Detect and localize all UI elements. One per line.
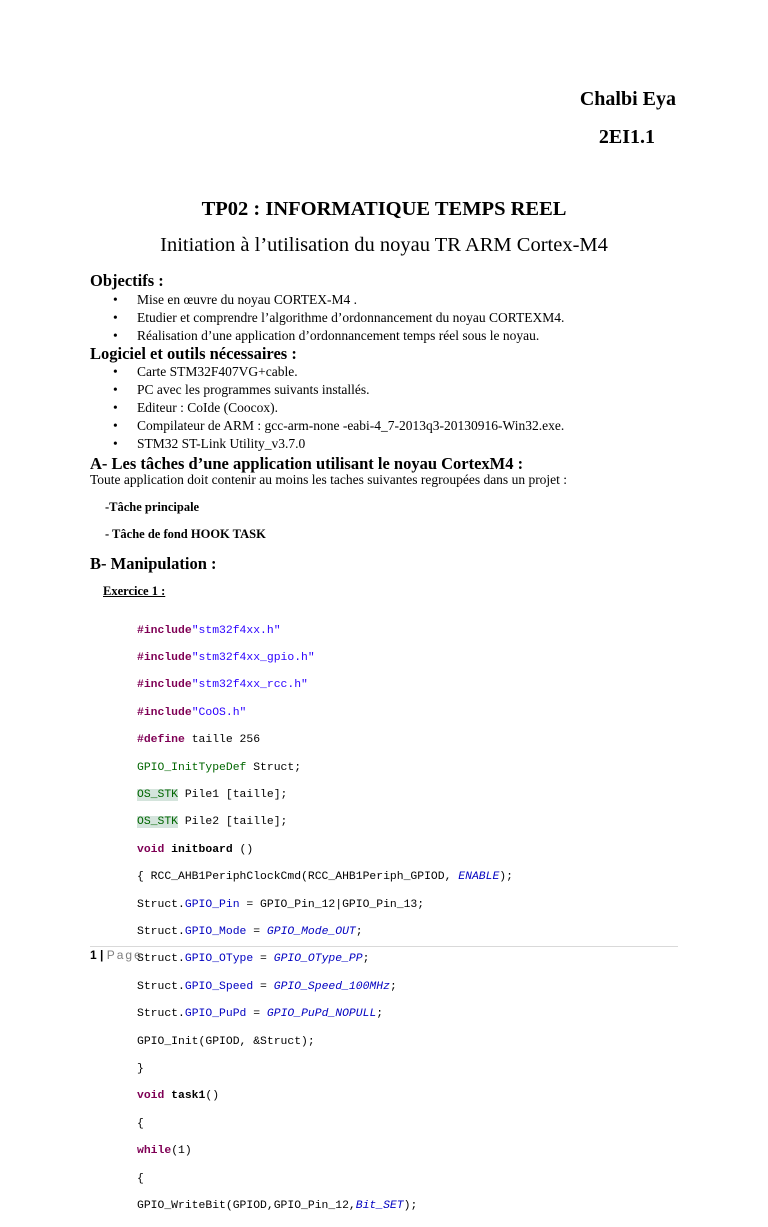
page-title: TP02 : INFORMATIQUE TEMPS REEL xyxy=(201,198,567,220)
section-a-text: Toute application doit contenir au moins les taches suivantes regroupées dans un projet : xyxy=(90,472,568,487)
code-line: { xyxy=(137,1117,144,1130)
code-line: void task1() xyxy=(137,1090,220,1103)
objectifs-heading: Objectifs : xyxy=(90,271,164,290)
code-line: Struct.GPIO_OType = GPIO_OType_PP; xyxy=(137,953,370,966)
code-line: #include"stm32f4xx_rcc.h" xyxy=(137,679,308,692)
bullet-icon: • xyxy=(113,400,118,415)
section-a-heading: A- Les tâches d’une application utilisant le noyau CortexM4 : xyxy=(90,454,524,473)
code-line: GPIO_InitTypeDef Struct; xyxy=(137,761,302,774)
task-principale: -Tâche principale xyxy=(105,500,200,514)
code-line: #define taille 256 xyxy=(137,734,261,747)
code-line: #include"CoOS.h" xyxy=(137,706,247,719)
code-line: void initboard () xyxy=(137,843,254,856)
code-line: #include"stm32f4xx_gpio.h" xyxy=(137,652,315,665)
code-line: #include"stm32f4xx.h" xyxy=(137,624,281,637)
code-line: GPIO_Init(GPIOD, &Struct); xyxy=(137,1035,315,1048)
class-name: 2EI1.1 xyxy=(598,126,655,148)
code-line: } xyxy=(137,1062,144,1075)
code-line: GPIO_WriteBit(GPIOD,GPIO_Pin_12,Bit_SET); xyxy=(137,1199,418,1212)
section-b-heading: B- Manipulation : xyxy=(90,554,217,573)
bullet-icon: • xyxy=(113,418,118,433)
bullet-icon: • xyxy=(113,382,118,397)
exercise-title: Exercice 1 : xyxy=(103,584,166,598)
code-block xyxy=(137,611,513,1227)
list-item: • PC avec les programmes suivants installés. xyxy=(113,382,370,397)
code-line: Struct.GPIO_Pin = GPIO_Pin_12|GPIO_Pin_13; xyxy=(137,898,425,911)
author-name: Chalbi Eya xyxy=(579,88,676,110)
list-item: • Etudier et comprendre l’algorithme d’ordonnancement du noyau CORTEXM4. xyxy=(113,310,565,325)
list-item: • Réalisation d’une application d’ordonnancement temps réel sous le noyau. xyxy=(113,328,540,343)
bullet-icon: • xyxy=(113,292,118,307)
list-item: • Editeur : CoIde (Coocox). xyxy=(113,400,278,415)
page-label: Page xyxy=(106,948,143,962)
code-line: OS_STK Pile2 [taille]; xyxy=(137,816,288,829)
bullet-icon: • xyxy=(113,328,118,343)
task-hook: - Tâche de fond HOOK TASK xyxy=(105,527,266,541)
objectifs-list xyxy=(113,291,564,345)
page-footer xyxy=(90,948,143,962)
code-line: while(1) xyxy=(137,1145,192,1158)
code-line: Struct.GPIO_PuPd = GPIO_PuPd_NOPULL; xyxy=(137,1008,384,1021)
logiciel-list xyxy=(113,363,564,453)
page-number: 1 xyxy=(90,948,97,962)
bullet-icon: • xyxy=(113,364,118,379)
code-line: Struct.GPIO_Speed = GPIO_Speed_100MHz; xyxy=(137,980,397,993)
code-line: Struct.GPIO_Mode = GPIO_Mode_OUT; xyxy=(137,926,363,938)
code-line: OS_STK Pile1 [taille]; xyxy=(137,789,288,802)
list-item: • Mise en œuvre du noyau CORTEX-M4 . xyxy=(113,292,358,307)
bullet-icon: • xyxy=(113,436,118,451)
bullet-icon: • xyxy=(113,310,118,325)
page-subtitle: Initiation à l’utilisation du noyau TR ARM Cortex-M4 xyxy=(160,234,608,256)
list-item: • Compilateur de ARM : gcc-arm-none -eabi-4_7-2013q3-20130916-Win32.exe. xyxy=(113,418,565,433)
footer-divider xyxy=(90,946,678,947)
list-item: • STM32 ST-Link Utility_v3.7.0 xyxy=(113,436,306,451)
code-line: { xyxy=(137,1172,144,1185)
logiciel-heading: Logiciel et outils nécessaires : xyxy=(90,344,297,363)
footer-separator: | xyxy=(100,948,104,962)
list-item: • Carte STM32F407VG+cable. xyxy=(113,364,298,379)
code-line: { RCC_AHB1PeriphClockCmd(RCC_AHB1Periph_GPIOD, ENABLE); xyxy=(137,871,513,884)
